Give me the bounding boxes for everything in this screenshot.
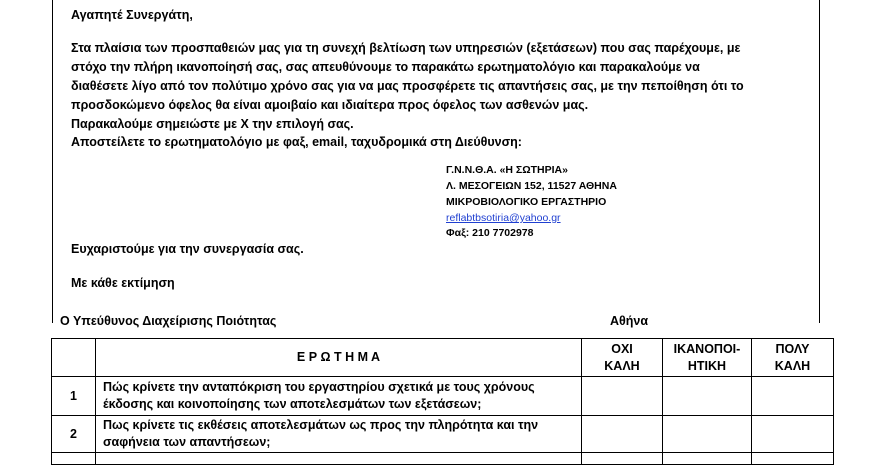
rating-header-satisfactory	[663, 339, 752, 377]
questionnaire-table	[51, 338, 834, 465]
question-text	[96, 416, 582, 453]
body-line-1: Στα πλαίσια των προσπαθειών μας για τη συνεχή βελτίωση των υπηρεσιών (εξετάσεων) που σας παρέχουμε, με	[71, 41, 741, 55]
header-number-cell	[52, 339, 96, 377]
address-department: ΜΙΚΡΟΒΙΟΛΟΓΙΚΟ ΕΡΓΑΣΤΗΡΙΟ	[446, 196, 607, 208]
question-text	[96, 377, 582, 416]
question-line: έκδοσης και κοινοποίησης των αποτελεσμάτων των εξετάσεων;	[103, 397, 482, 411]
rating-header-label: ΚΑΛΗ	[774, 358, 811, 373]
city: Αθήνα	[610, 314, 649, 328]
thanks-text: Ευχαριστούμε για την συνεργασία σας.	[71, 242, 304, 256]
table-row	[52, 377, 834, 416]
answer-cell-not-good[interactable]	[582, 377, 663, 416]
question-line: Πως κρίνετε τις εκθέσεις αποτελεσμάτων ως προς την πληρότητα και την	[103, 418, 539, 432]
answer-cell-very-good[interactable]	[752, 377, 834, 416]
answer-cell-satisfactory[interactable]	[663, 416, 752, 453]
question-number: 1	[52, 377, 96, 416]
address-fax: Φαξ: 210 7702978	[446, 227, 534, 239]
answer-cell-very-good[interactable]	[752, 416, 834, 453]
answer-cell-satisfactory[interactable]	[663, 377, 752, 416]
rating-header-label: ΠΟΛΥ	[775, 341, 810, 356]
body-line-2: στόχο την πλήρη ικανοποίησή σας, σας απευθύνουμε το παρακάτω ερωτηματολόγιο και παρακαλούμε να	[71, 60, 700, 74]
rating-header-label: ΗΤΙΚΗ	[687, 358, 727, 373]
rating-header-very-good	[752, 339, 834, 377]
rating-header-label: ΚΑΛΗ	[604, 358, 640, 373]
rating-header-not-good	[582, 339, 663, 377]
closing-text: Με κάθε εκτίμηση	[71, 276, 175, 290]
table-row	[52, 416, 834, 453]
answer-cell-not-good[interactable]	[582, 416, 663, 453]
body-line-4: προσδοκώμενο όφελος θα είναι αμοιβαίο και ιδιαίτερα προς όφελος των ασθενών μας.	[71, 98, 589, 112]
instruction-mark-x: Παρακαλούμε σημειώστε με Χ την επιλογή σας.	[71, 117, 354, 131]
question-line: Πώς κρίνετε την ανταπόκριση του εργαστηρίου σχετικά με τους χρόνους	[103, 380, 535, 394]
question-line: σαφήνεια των απαντήσεων;	[103, 435, 271, 449]
question-header: Ε Ρ Ω Τ Η Μ Α	[96, 339, 582, 377]
rating-header-label: ΟΧΙ	[611, 341, 633, 356]
instruction-send: Αποστείλετε το ερωτηματολόγιο με φαξ, email, ταχυδρομικά στη Διεύθυνση:	[71, 135, 522, 149]
address-street: Λ. ΜΕΣΟΓΕΙΩΝ 152, 11527 ΑΘΗΝΑ	[446, 180, 617, 192]
email-link[interactable]: reflabtbsotiria@yahoo.gr	[446, 212, 561, 224]
address-org: Γ.Ν.Ν.Θ.Α. «Η ΣΩΤΗΡΙΑ»	[446, 164, 568, 176]
body-line-3: διαθέσετε λίγο από τον πολύτιμο χρόνο σας για να μας προσφέρετε τις απαντήσεις σας, με την πεποίθηση ότι το	[71, 79, 744, 93]
rating-header-label: ΙΚΑΝΟΠΟΙ-	[673, 341, 741, 356]
question-number: 2	[52, 416, 96, 453]
table-header-row	[52, 339, 834, 377]
signatory: Ο Υπεύθυνος Διαχείρισης Ποιότητας	[60, 314, 277, 328]
greeting: Αγαπητέ Συνεργάτη,	[71, 8, 193, 22]
